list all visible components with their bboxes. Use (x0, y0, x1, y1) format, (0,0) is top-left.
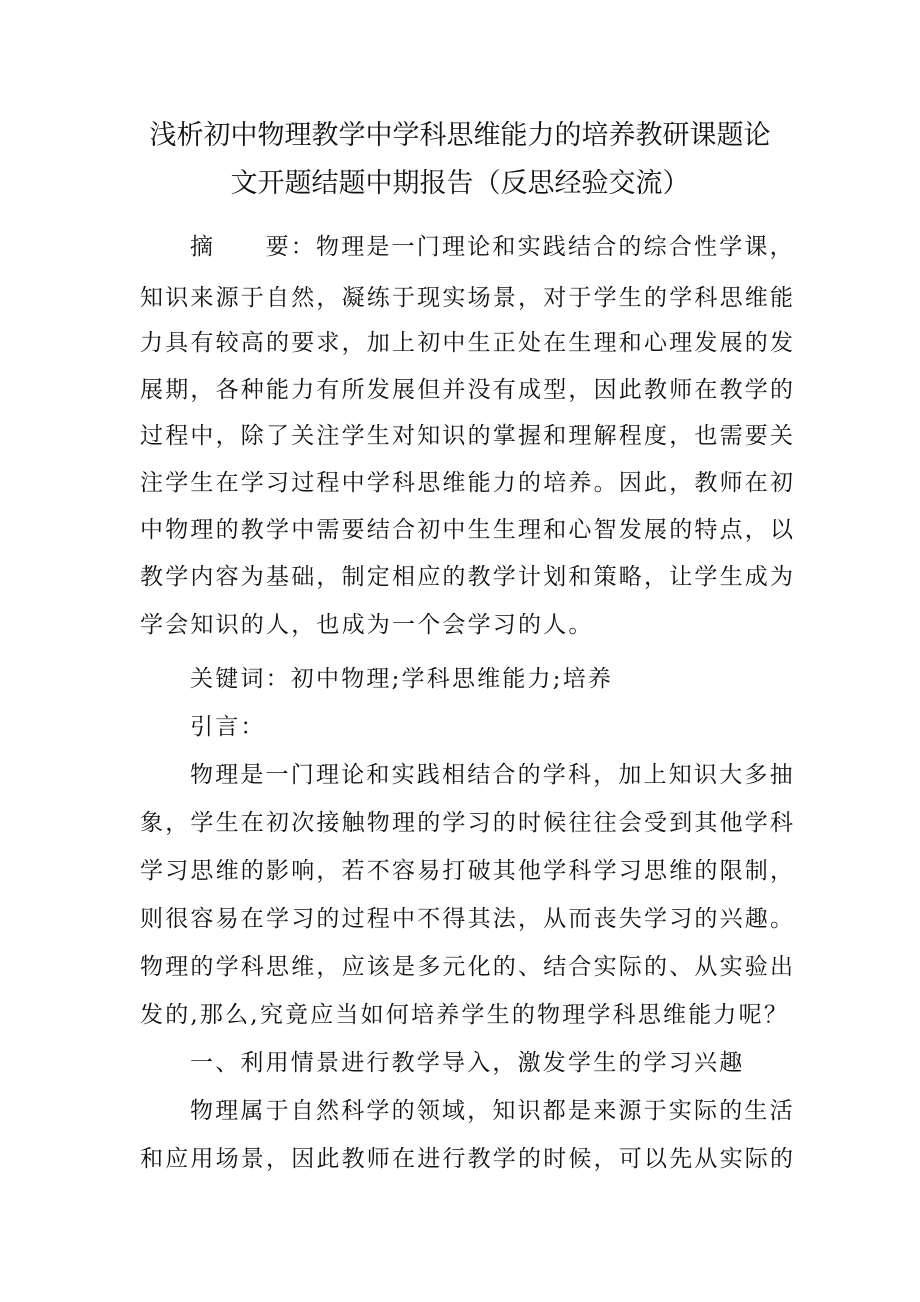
abstract-line-5: 过程中，除了关注学生对知识的掌握和理解程度，也需要关 (140, 423, 796, 449)
intro-line-2: 象，学生在初次接触物理的学习的时候往往会受到其他学科 (140, 810, 796, 836)
intro-heading: 引言： (190, 714, 266, 740)
abstract-line-2: 知识来源于自然，凝练于现实场景，对于学生的学科思维能 (140, 285, 796, 311)
abstract-line-9: 学会知识的人，也成为一个会学习的人。 (140, 612, 594, 638)
abstract-line-1: 摘 要：物理是一门理论和实践结合的综合性学课， (190, 234, 795, 260)
intro-line-4: 则很容易在学习的过程中不得其法，从而丧失学习的兴趣。 (140, 906, 796, 932)
section-1-line-1: 物理属于自然科学的领域，知识都是来源于实际的生活 (190, 1098, 795, 1124)
intro-line-3: 学习思维的影响，若不容易打破其他学科学习思维的限制， (140, 858, 796, 884)
abstract-line-3: 力具有较高的要求，加上初中生正处在生理和心理发展的发 (140, 330, 796, 356)
intro-line-5: 物理的学科思维，应该是多元化的、结合实际的、从实验出 (140, 954, 796, 980)
keywords-line: 关键词：初中物理;学科思维能力;培养 (190, 666, 614, 692)
title-line-2: 文开题结题中期报告（反思经验交流） (230, 168, 690, 199)
abstract-line-4: 展期，各种能力有所发展但并没有成型，因此教师在教学的 (140, 377, 796, 403)
abstract-line-8: 教学内容为基础，制定相应的教学计划和策略，让学生成为 (140, 564, 796, 590)
section-1-heading: 一、利用情景进行教学导入，激发学生的学习兴趣 (190, 1050, 745, 1076)
title-line-1: 浅析初中物理教学中学科思维能力的培养教研课题论 (149, 120, 771, 151)
intro-line-1: 物理是一门理论和实践相结合的学科，加上知识大多抽 (190, 762, 795, 788)
intro-line-6: 发的,那么,究竟应当如何培养学生的物理学科思维能力呢？ (140, 1002, 790, 1028)
section-1-line-2: 和应用场景，因此教师在进行教学的时候，可以先从实际的 (140, 1146, 796, 1172)
abstract-line-6: 注学生在学习过程中学科思维能力的培养。因此，教师在初 (140, 470, 796, 496)
abstract-line-7: 中物理的教学中需要结合初中生生理和心智发展的特点，以 (140, 517, 796, 543)
